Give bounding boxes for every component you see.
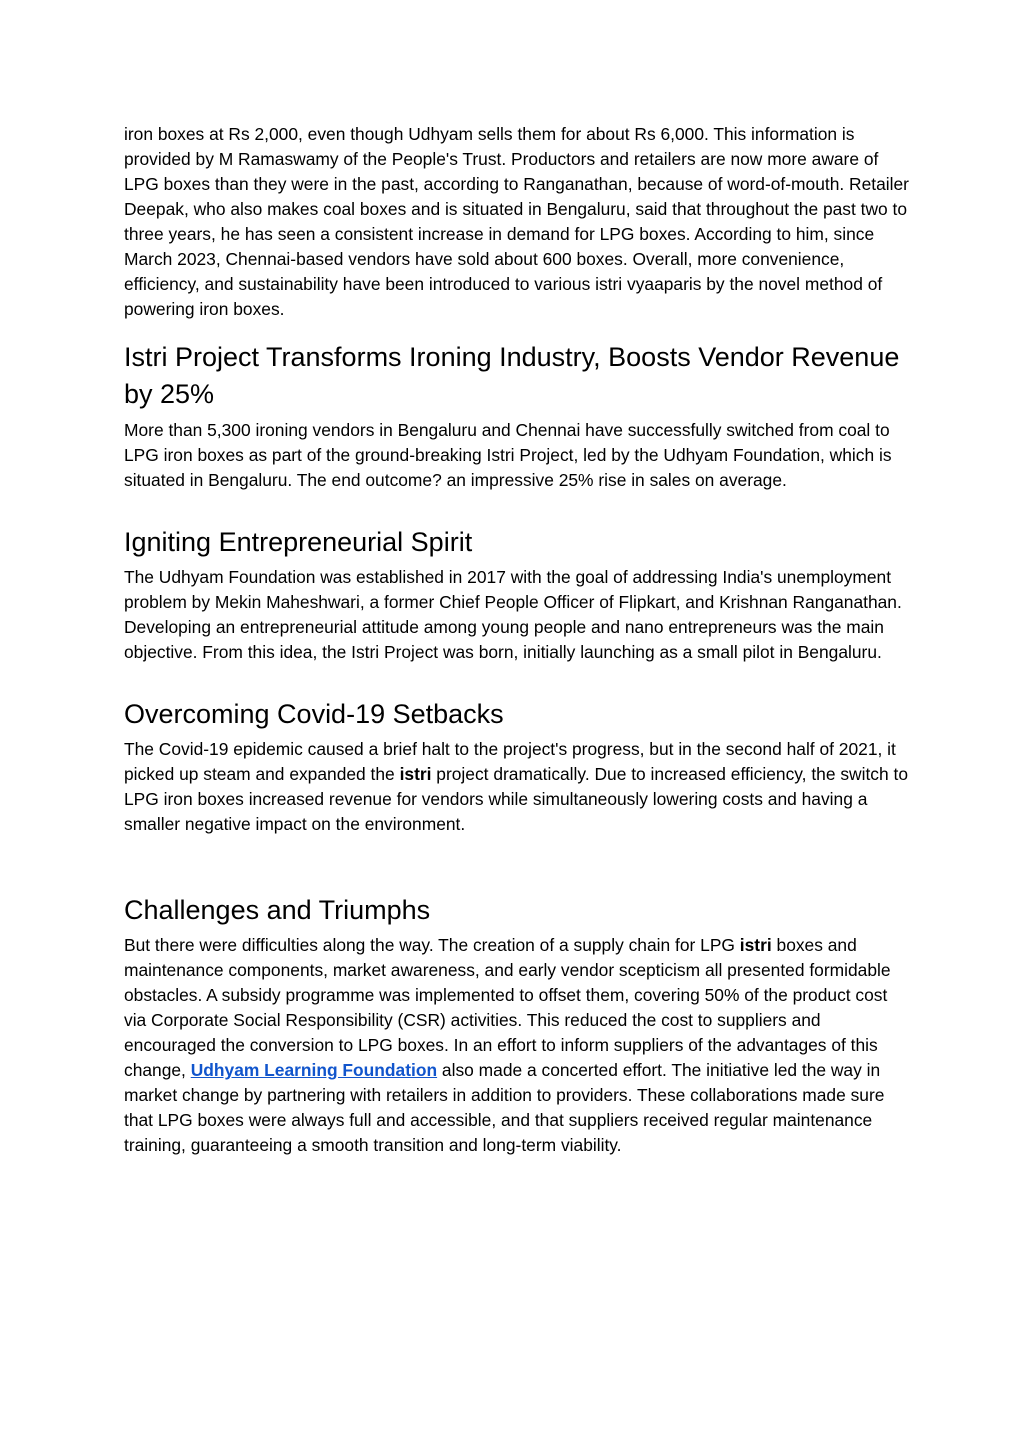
- heading-istri-project-transforms: Istri Project Transforms Ironing Industry, Boosts Vendor Revenue by 25%: [124, 342, 900, 409]
- challenges-text-before: But there were difficulties along the way. The creation of a supply chain for LPG: [124, 935, 740, 955]
- covid-paragraph: [124, 737, 914, 837]
- heading-overcoming-covid-setbacks: Overcoming Covid-19 Setbacks: [124, 699, 504, 729]
- heading-igniting-entrepreneurial-spirit: Igniting Entrepreneurial Spirit: [124, 527, 473, 557]
- document-page: [124, 122, 914, 1158]
- challenges-paragraph: [124, 933, 914, 1158]
- transform-paragraph: More than 5,300 ironing vendors in Bengaluru and Chennai have successfully switched from coal to LPG iron boxes as part of the ground-breaking Istri Project, led by the Udhyam Foundation, which is situated in Bengaluru. The end outcome? an impressive 25% rise in sales on average.: [124, 420, 892, 490]
- intro-paragraph: iron boxes at Rs 2,000, even though Udhyam sells them for about Rs 6,000. This information is provided by M Ramaswamy of the People's Trust. Productors and retailers are now more aware of LPG boxes than they were in the past, according to Ranganathan, because of word-of-mouth. Retailer Deepak, who also makes coal boxes and is situated in Bengaluru, said that throughout the past two to three years, he has seen a consistent increase in demand for LPG boxes. According to him, since March 2023, Chennai-based vendors have sold about 600 boxes. Overall, more convenience, efficiency, and sustainability have been introduced to various istri vyaaparis by the novel method of powering iron boxes.: [124, 124, 909, 319]
- challenges-bold-istri: istri: [739, 935, 772, 955]
- udhyam-learning-foundation-link[interactable]: Udhyam Learning Foundation: [190, 1060, 438, 1080]
- covid-text-before: The Covid-19 epidemic caused a brief halt to the project's progress, but in the second half of 2021, it picked up steam and expanded the: [124, 739, 896, 784]
- heading-challenges-and-triumphs: Challenges and Triumphs: [124, 895, 431, 925]
- covid-bold-istri: istri: [399, 764, 432, 784]
- challenges-text-middle: boxes and maintenance components, market awareness, and early vendor scepticism all presented formidable obstacles. A subsidy programme was implemented to offset them, covering 50% of the product cost via Corporate Social Responsibility (CSR) activities. This reduced the cost to suppliers and encouraged the conversion to LPG boxes. In an effort to inform suppliers of the advantages of this change,: [124, 935, 891, 1080]
- igniting-paragraph: The Udhyam Foundation was established in 2017 with the goal of addressing India's unemployment problem by Mekin Maheshwari, a former Chief People Officer of Flipkart, and Krishnan Ranganathan. Developing an entrepreneurial attitude among young people and nano entrepreneurs was the main objective. From this idea, the Istri Project was born, initially launching as a small pilot in Bengaluru.: [124, 567, 902, 662]
- covid-text-after: project dramatically. Due to increased efficiency, the switch to LPG iron boxes increased revenue for vendors while simultaneously lowering costs and having a smaller negative impact on the environment.: [124, 764, 908, 834]
- challenges-text-after: also made a concerted effort. The initiative led the way in market change by partnering with retailers in addition to providers. These collaborations made sure that LPG boxes were always full and accessible, and that suppliers received regular maintenance training, guaranteeing a smooth transition and long-term viability.: [124, 1060, 885, 1155]
